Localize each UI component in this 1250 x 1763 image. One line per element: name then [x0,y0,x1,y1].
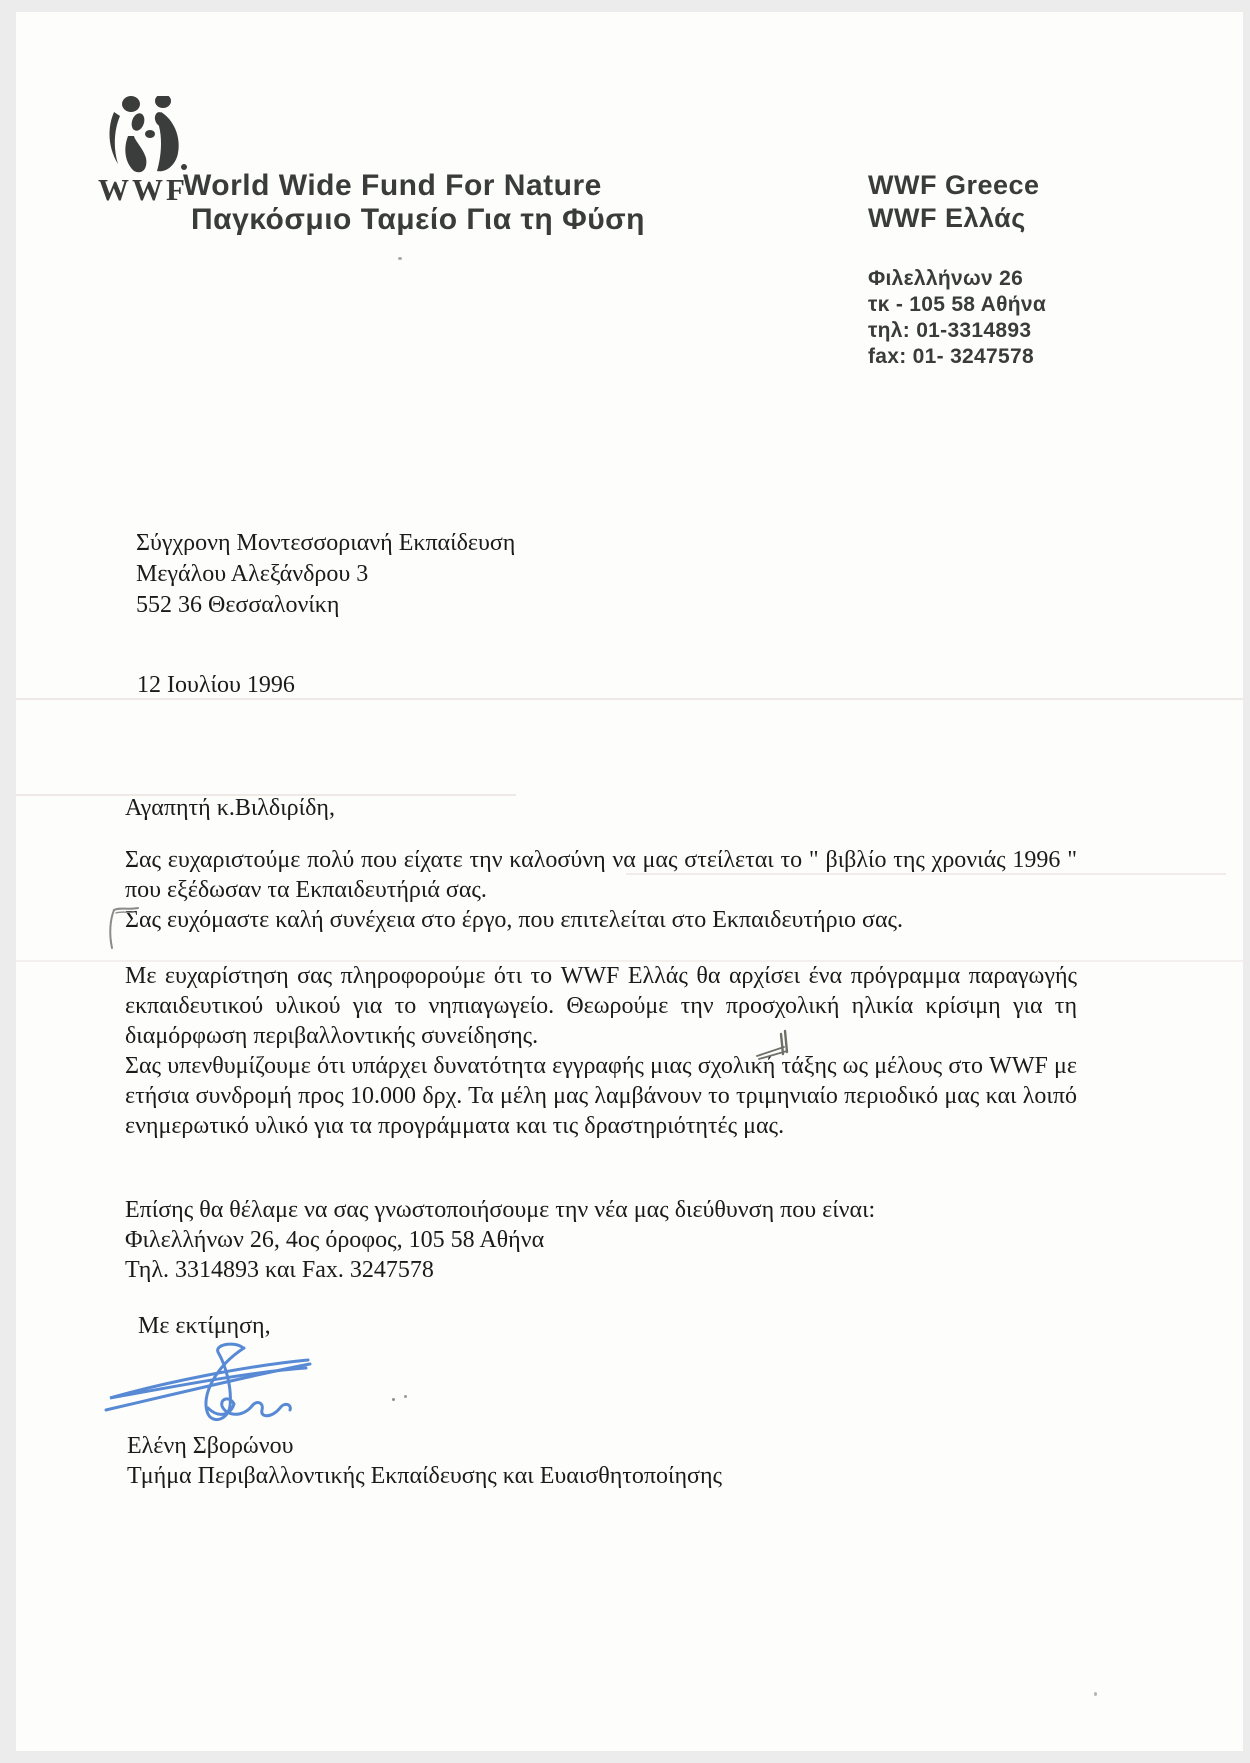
office-block [868,169,1198,370]
paragraph-2-sentence-1: Με ευχαρίστηση σας πληροφορούμε ότι το WWF Ελλάς θα αρχίσει ένα πρόγραμμα παραγωγής εκπαιδευτικού υλικού για το νηπιαγωγείο. Θεωρούμε την προσχολική ηλικία κρίσιμη για τη διαμόρφωση περιβαλλοντικής συνείδησης. [125,963,1077,1049]
paragraph-3-line-3: Τηλ. 3314893 και Fax. 3247578 [125,1257,434,1283]
scan-artifact-line [626,873,1226,875]
salutation: Αγαπητή κ.Βιλδιρίδη, [125,795,335,821]
wwf-panda-icon [105,96,201,176]
scan-artifact-pen-mark [104,904,144,950]
recipient-street: Μεγάλου Αλεξάνδρου 3 [136,561,369,587]
signer-name: Ελένη Σβορώνου [127,1433,294,1459]
paragraph-3 [125,1195,1077,1285]
paragraph-2 [125,961,1077,1141]
scan-artifact-dot [398,257,402,260]
paragraph-1-sentence-2: Σας ευχόμαστε καλή συνέχεια στο έργο, που επιτελείται στο Εκπαιδευτήριο σας. [125,907,904,933]
scan-artifact-smudge [754,1028,798,1062]
office-address [868,266,1198,370]
recipient-name: Σύγχρονη Μοντεσσοριανή Εκπαίδευση [136,530,516,556]
recipient-city: 552 36 Θεσσαλονίκη [136,592,340,618]
address-fax: fax: 01- 3247578 [868,345,1034,368]
paragraph-2-sentence-2: Σας υπενθυμίζουμε ότι υπάρχει δυνατότητα εγγραφής μιας σχολική τάξης ως μέλους στο WWF με ετήσια συνδρομή προς 10.000 δρχ. Τα μέλη μας λαμβάνουν το τριμηνιαίο περιοδικό μας και λοιπό ενημερωτικό υλικό για τα προγράμματα και τις δραστηριότητές μας. [125,1053,1077,1139]
office-name-english: WWF Greece [868,170,1040,200]
scan-artifact-dot [392,1398,395,1401]
office-name-greek: WWF Ελλάς [868,203,1026,233]
paragraph-3-line-2: Φιλελλήνων 26, 4ος όροφος, 105 58 Αθήνα [125,1227,545,1253]
paragraph-3-line-1: Επίσης θα θέλαμε να σας γνωστοποιήσουμε την νέα μας διεύθυνση που είναι: [125,1197,876,1223]
office-names [868,169,1198,235]
address-street: Φιλελλήνων 26 [868,267,1024,290]
paragraph-1 [125,845,1077,935]
valediction: Με εκτίμηση, [138,1313,271,1339]
scan-artifact-dot [404,1395,407,1398]
scan-artifact-line [16,794,516,796]
letter-paper [16,12,1243,1751]
signer-title: Τμήμα Περιβαλλοντικής Εκπαίδευσης και Ευαισθητοποίησης [127,1463,723,1489]
org-name-greek: Παγκόσμιο Ταμείο Για τη Φύση [191,203,646,236]
scan-artifact-dot [1094,1692,1097,1696]
recipient-block [136,528,515,621]
letter-date: 12 Ιουλίου 1996 [137,672,295,698]
scan-artifact-line [16,698,1243,700]
org-name-english: World Wide Fund For Nature [183,169,602,202]
scan-artifact-line [16,960,1243,962]
organization-names [183,169,743,237]
paragraph-1-sentence-1: Σας ευχαριστούμε πολύ που είχατε την καλοσύνη να μας στείλεται το " βιβλίο της χρονιάς 1996 " που εξέδωσαν τα Εκπαιδευτήριά σας. [125,847,1077,903]
wwf-logo-acronym: WWF [98,172,188,207]
handwritten-signature-icon [96,1338,316,1433]
address-phone: τηλ: 01-3314893 [868,319,1032,342]
address-postal: τκ - 105 58 Αθήνα [868,293,1047,316]
